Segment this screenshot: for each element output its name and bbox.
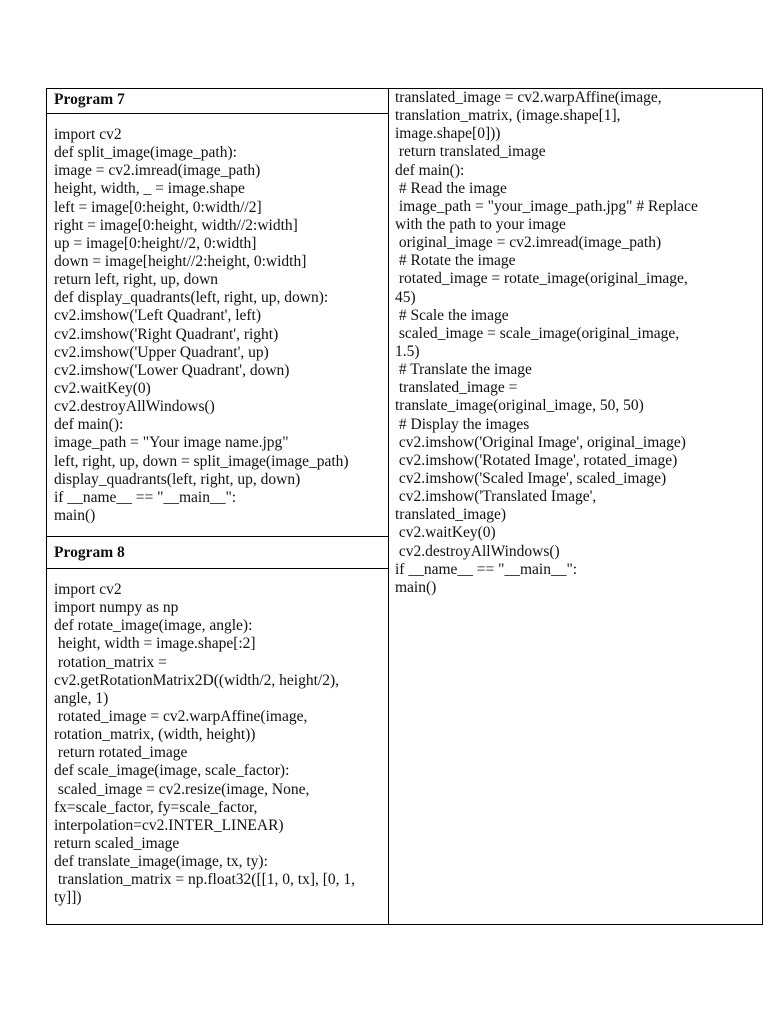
program-8-title: Program 8 [54,544,125,561]
code-line: # Rotate the image [395,252,516,270]
code-line: translated_image = [395,379,518,397]
code-line: 45) [395,288,416,306]
code-line: cv2.imshow('Upper Quadrant', up) [54,343,269,361]
code-line: image.shape[0])) [395,125,501,143]
code-line: def main(): [54,416,124,434]
code-line: rotated_image = rotate_image(original_image, [395,270,688,288]
code-line: import numpy as np [54,599,179,617]
code-line: import cv2 [54,126,122,143]
code-line: cv2.destroyAllWindows() [54,398,215,416]
code-line: cv2.destroyAllWindows() [395,542,560,560]
code-line: cv2.imshow('Scaled Image', scaled_image) [395,469,667,487]
code-line: return left, right, up, down [54,271,219,289]
code-line: def display_quadrants(left, right, up, down): [54,289,329,307]
code-line: cv2.imshow('Lower Quadrant', down) [54,361,290,379]
code-line: cv2.imshow('Left Quadrant', left) [54,307,262,325]
code-line: cv2.imshow('Translated Image', [395,488,597,506]
code-line: import cv2 [54,581,122,598]
code-line: original_image = cv2.imread(image_path) [395,234,662,252]
code-line: 1.5) [395,342,420,360]
code-line: cv2.imshow('Rotated Image', rotated_image) [395,451,678,469]
code-line: cv2.imshow('Original Image', original_image) [395,433,686,451]
code-line: image_path = "Your image name.jpg" [54,434,289,452]
code-line: ty]]) [54,889,82,907]
code-line: def main(): [395,161,465,179]
code-line: rotation_matrix = [54,653,167,671]
code-line: translation_matrix = np.float32([[1, 0, tx], [0, 1, [54,871,356,889]
code-line: translate_image(original_image, 50, 50) [395,397,644,415]
code-line: up = image[0:height//2, 0:width] [54,234,257,252]
code-line: translated_image) [395,506,507,524]
code-line: rotated_image = cv2.warpAffine(image, [54,707,308,725]
code-line: scaled_image = cv2.resize(image, None, [54,780,310,798]
code-line: rotation_matrix, (width, height)) [54,726,256,744]
code-line: with the path to your image [395,215,566,233]
code-line: left, right, up, down = split_image(image_path) [54,452,349,470]
program-8-code-continued [389,89,762,597]
code-line: # Scale the image [395,306,509,324]
code-line: if __name__ == "__main__": [395,560,578,578]
code-line: main() [395,578,437,596]
code-line: cv2.getRotationMatrix2D((width/2, height/2), [54,671,339,689]
code-line: translated_image = cv2.warpAffine(image, [395,89,662,106]
code-line: def translate_image(image, tx, ty): [54,853,268,871]
code-line: fx=scale_factor, fy=scale_factor, [54,798,258,816]
code-line: def scale_image(image, scale_factor): [54,762,290,780]
code-line: cv2.waitKey(0) [395,524,496,542]
code-line: scaled_image = scale_image(original_image, [395,324,680,342]
program-8-code [47,581,388,908]
code-line: angle, 1) [54,689,109,707]
code-line: return translated_image [395,143,546,161]
right-column [389,89,762,924]
code-line: def split_image(image_path): [54,144,237,162]
code-line: image_path = "your_image_path.jpg" # Replace [395,197,698,215]
code-line: return scaled_image [54,834,180,852]
code-line: translation_matrix, (image.shape[1], [395,107,621,125]
code-line: if __name__ == "__main__": [54,488,237,506]
code-line: image = cv2.imread(image_path) [54,162,261,180]
program-8-header [47,536,388,569]
program-7-code [47,126,388,525]
code-line: cv2.waitKey(0) [54,379,151,397]
program-7-header [47,89,388,114]
left-column [47,89,389,924]
code-line: down = image[height//2:height, 0:width] [54,252,307,270]
code-line: height, width, _ = image.shape [54,180,245,198]
code-line: # Translate the image [395,361,532,379]
code-line: # Read the image [395,179,507,197]
code-line: return rotated_image [54,744,188,762]
code-line: height, width = image.shape[:2] [54,635,256,653]
program-table [46,88,763,925]
code-line: right = image[0:height, width//2:width] [54,216,298,234]
code-line: cv2.imshow('Right Quadrant', right) [54,325,279,343]
code-line: display_quadrants(left, right, up, down) [54,470,301,488]
program-7-title: Program 7 [54,91,125,108]
code-line: main() [54,506,96,524]
code-line: left = image[0:height, 0:width//2] [54,198,262,216]
code-line: def rotate_image(image, angle): [54,617,253,635]
code-line: interpolation=cv2.INTER_LINEAR) [54,816,284,834]
code-line: # Display the images [395,415,530,433]
